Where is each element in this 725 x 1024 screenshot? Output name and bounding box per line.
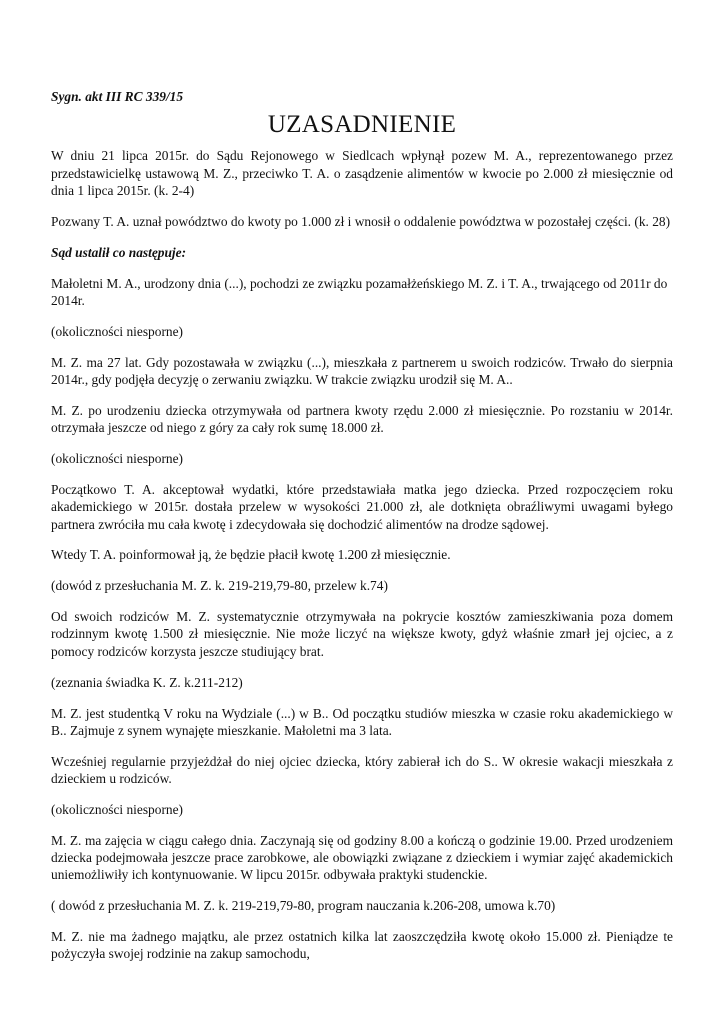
body-paragraph: Początkowo T. A. akceptował wydatki, które przedstawiała matka jego dziecka. Przed rozpoczęciem roku akademickiego w 2015r. dostała przelew w wysokości 21.000 zł, ale dotknięta obraźliwymi uwagami byłego partnera zwróciła mu cała kwotę i zdecydowała się dochodzić alimentów na drodze sądowej. [51,481,673,532]
body-paragraph: (okoliczności niesporne) [51,451,184,467]
body-paragraph: M. Z. nie ma żadnego majątku, ale przez ostatnich kilka lat zaoszczędziła kwotę około 15.000 zł. Pieniądze te pożyczyła swojej rodzinie na zakup samochodu, [51,929,673,962]
body-paragraph: (zeznania świadka K. Z. k.211-212) [51,674,243,690]
document-title: UZASADNIENIE [267,111,457,139]
section-heading: Sąd ustalił co następuje: [51,244,187,260]
body-paragraph: M. Z. ma zajęcia w ciągu całego dnia. Zaczynają się od godziny 8.00 a kończą o godzinie 19.00. Przed urodzeniem dziecka podejmowała jeszcze prace zarobkowe, ale obowiązki związane z dzieckiem i wymiar zajęć akademickich uniemożliwiły ich kontynuowanie. W lipcu 2015r. odbywała praktyki studenckie. [51,832,673,883]
body-paragraph: (dowód z przesłuchania M. Z. k. 219-219,79-80, przelew k.74) [51,578,388,594]
document-page [51,88,673,976]
body-paragraph: M. Z. jest studentką V roku na Wydziale (...) w B.. Od początku studiów mieszka w czasie roku akademickiego w B.. Zajmuje z synem wynajęte mieszkanie. Małoletni ma 3 lata. [51,705,673,738]
body-paragraph: (okoliczności niesporne) [51,801,184,817]
body-paragraph: M. Z. po urodzeniu dziecka otrzymywała od partnera kwoty rzędu 2.000 zł miesięcznie. Po rozstaniu w 2014r. otrzymała jeszcze od niego z góry za cały rok sumę 18.000 zł. [51,402,673,436]
body-paragraph: Od swoich rodziców M. Z. systematycznie otrzymywała na pokrycie kosztów zamieszkiwania poza domem rodzinnym kwotę 1.500 zł miesięcznie. Nie może liczyć na większe kwoty, gdyż właśnie zmarł jej ojciec, a z pomocy rodziców korzysta jeszcze studiujący brat. [51,609,673,659]
case-signature: Sygn. akt III RC 339/15 [51,89,184,104]
body-paragraph: Pozwany T. A. uznał powództwo do kwoty po 1.000 zł i wnosił o oddalenie powództwa w pozostałej części. (k. 28) [51,213,671,229]
body-paragraph: Wtedy T. A. poinformował ją, że będzie płacił kwotę 1.200 zł miesięcznie. [51,547,451,563]
body-paragraph: Małoletni M. A., urodzony dnia (...), pochodzi ze związku pozamałżeńskiego M. Z. i T. A., trwającego od 2011r do 2014r. [51,275,668,308]
body-paragraph: W dniu 21 lipca 2015r. do Sądu Rejonowego w Siedlcach wpłynął pozew M. A., reprezentowanego przez przedstawicielkę ustawową M. Z., przeciwko T. A. o zasądzenie alimentów w kwocie po 2.000 zł miesięcznie od dnia 1 lipca 2015r. (k. 2-4) [51,148,673,198]
document-body [51,147,673,962]
body-paragraph: M. Z. ma 27 lat. Gdy pozostawała w związku (...), mieszkała z partnerem u swoich rodziców. Trwało do sierpnia 2014r., gdy podjęła decyzję o zerwaniu związku. W trakcie związku urodził się M. A.. [51,354,673,387]
body-paragraph: ( dowód z przesłuchania M. Z. k. 219-219,79-80, program nauczania k.206-208, umowa k.70) [51,898,556,914]
body-paragraph: (okoliczności niesporne) [51,323,184,339]
body-paragraph: Wcześniej regularnie przyjeżdżał do niej ojciec dziecka, który zabierał ich do S.. W okresie wakacji mieszkała z dzieckiem u rodziców. [51,753,673,787]
